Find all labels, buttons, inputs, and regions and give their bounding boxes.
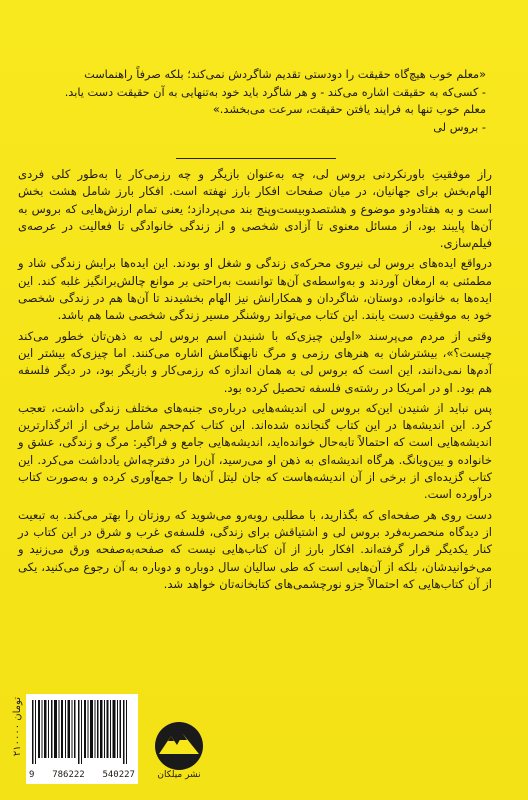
barcode-digit-group: 9 [29,770,35,780]
quote-line: - کسی‌که به حقیقت اشاره می‌کند - و هر شاگرد باید خود به‌تنهایی به آن حقیقت دست یابد. [64,85,486,99]
quote-attribution: - بروس لی [433,120,486,134]
barcode-digit-group: 540227 [102,770,135,780]
price-label: ۲۱۰۰۰۰ تومان [12,697,23,757]
divider [176,158,336,159]
epigraph-quote [58,66,486,136]
blurb-paragraph: وقتی از مردم می‌پرسند «اولین چیزی‌که با شنیدن اسم بروس لی به ذهن‌تان خطور می‌کند چیست؟»، بیشترشان به هنرهای رزمی و مرگ نابهنگامش اشاره می‌کنند. اما چیزی‌که بیشتر این آدم‌ها نمی‌دانند، این است که بروس لی به همان اندازه که رزمی‌کار و بازیگر بود، در دیگر فلسفه هم بود. او در امریکا در رشته‌ی فلسفه تحصیل کرده بود. [18,328,492,395]
barcode-digit-group: 786222 [52,770,85,780]
quote-line: «معلم خوب هیچ‌گاه حقیقت را دودستی تقدیم شاگردش نمی‌کند؛ بلکه صرفاً راهنماست [84,68,486,81]
publisher-name: نشر میلکان [157,770,201,780]
blurb-paragraph: دست روی هر صفحه‌ای که بگذارید، با مطلبی روبه‌رو می‌شوید که روزتان را بهتر می‌کند. به تبعیت از دیدگاه منحصربه‌فرد بروس لی و اشتیاقش برای زندگی، فلسفه‌ی غرب و شرق در این کتاب در کنار یکدیگر قرار گرفته‌اند. افکار بارز از آن کتاب‌هایی نیست که صفحه‌به‌صفحه ورق می‌زنید و می‌خوانیدشان، بلکه از آن‌هایی است که طی سالیان سال دوباره و دوباره به آن رجوع می‌کنید، یکی از آن کتاب‌هایی که احتمالاً جزو نورچشمی‌های کتابخانه‌تان خواهد شد. [18,507,492,591]
isbn-barcode [26,694,138,784]
blurb-paragraph: پس نباید از شنیدن این‌که بروس لی اندیشه‌هایی درباره‌ی جنبه‌های مختلف زندگی داشت، تعجب کرد. این اندیشه‌ها در این کتاب گنجانده شده‌اند. این کتاب کم‌حجم شامل برخی از اثرگذارترین اندیشه‌هایی است که احتمالاً تابه‌حال خوانده‌اید، اندیشه‌هایی جامع و فراگیر: مرگ و زندگی، عشق و خانواده و یین‌ویانگ. هرگاه اندیشه‌ای به ذهن او می‌رسید، آن‌را در دفترچه‌اش یادداشت می‌کرد. این کتاب گزیده‌ای از برخی از آن اندیشه‌هاست که جان لیتل آن‌ها را جمع‌آوری کرده و به‌صورت کتاب درآورده است. [18,400,492,502]
quote-line: معلم خوب تنها به فرایند یافتن حقیقت، سرعت می‌بخشد.» [212,103,486,117]
barcode-number [26,770,138,780]
barcode-bars-icon [30,700,134,764]
blurb-paragraph: درواقع ایده‌های بروس لی نیروی محرکه‌ی زندگی و شغل او بودند. این ایده‌ها برایش زندگی شاد و مطمئنی به ارمغان آوردند و به‌واسطه‌ی آن‌ها توانست به‌راحتی بر موانع چالش‌برانگیز غلبه کند. این ایده‌ها به خانواده، دوستان، شاگردان و همکارانش نیز الهام بخشیدند تا آن‌ها هم در زندگی شخصی خود به موفقیت دست یابند. این کتاب می‌تواند روشنگر مسیر زندگی شخصی شما هم باشد. [18,256,492,323]
blurb [18,166,492,596]
blurb-paragraph: راز موفقیتِ باورنکردنی بروس لی، چه به‌عنوان بازیگر و چه رزمی‌کار یا به‌طور کلی فردی الهام‌بخش برای جهانیان، در میان صفحات افکار بارز نهفته است. افکار بارز شامل هشت بخش است و به هفتادودو موضوع و هشتصدوبیست‌وپنج بند می‌پردازد؛ یعنی تمام ارزش‌هایی که بروس به آن‌ها پایبند بود، از مسائل معنوی تا آزادی شخصی و از زندگی خانوادگی تا فعالیت در عرصه‌ی فیلم‌سازی. [18,167,492,251]
